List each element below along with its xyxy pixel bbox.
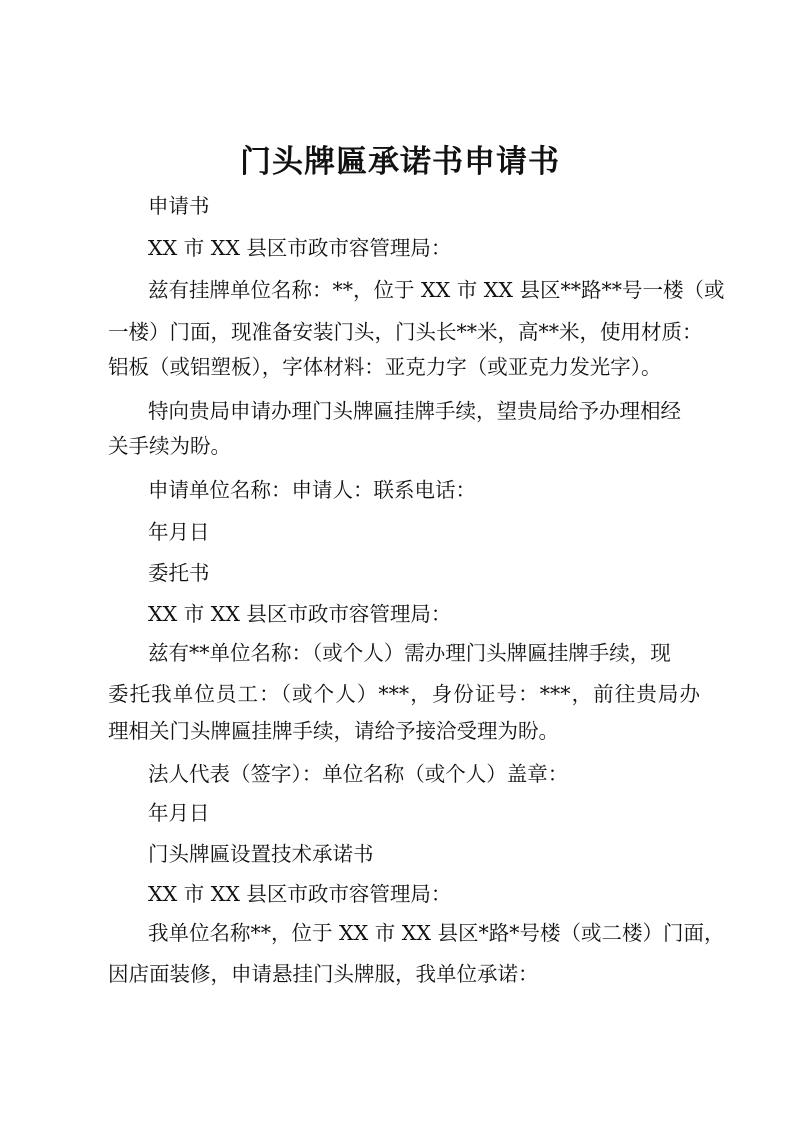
paragraph-line: 铝板（或铝塑板），字体材料：亚克力字（或亚克力发光字）。 [108, 355, 662, 379]
paragraph-line: 兹有**单位名称：（或个人）需办理门头牌匾挂牌手续，现 [148, 641, 671, 665]
paragraph-line: 我单位名称**，位于 XX 市 XX 县区*路*号楼（或二楼）门面， [148, 921, 725, 945]
paragraph-line: 理相关门头牌匾挂牌手续，请给予接洽受理为盼。 [108, 719, 559, 743]
signature-fields-line: 法人代表（签字）：单位名称（或个人）盖章： [148, 762, 569, 786]
addressee-line: XX 市 XX 县区市政市容管理局： [148, 882, 452, 906]
addressee-line: XX 市 XX 县区市政市容管理局： [148, 602, 452, 626]
paragraph-line: 兹有挂牌单位名称：**，位于 XX 市 XX 县区**路**号一楼（或 [148, 278, 725, 302]
section-heading-commitment: 门头牌匾设置技术承诺书 [148, 842, 374, 866]
paragraph-line: 关手续为盼。 [108, 434, 231, 458]
addressee-line: XX 市 XX 县区市政市容管理局： [148, 236, 452, 260]
section-heading-authorization: 委托书 [148, 561, 210, 585]
date-line: 年月日 [148, 520, 210, 544]
date-line: 年月日 [148, 801, 210, 825]
section-heading-application: 申请书 [148, 194, 210, 218]
paragraph-line: 因店面装修，申请悬挂门头牌服，我单位承诺： [108, 962, 539, 986]
signature-fields-line: 申请单位名称：申请人：联系电话： [148, 478, 476, 502]
document-title: 门头牌匾承诺书申请书 [240, 144, 560, 180]
paragraph-line: 委托我单位员工：（或个人）***，身份证号：***，前往贵局办 [108, 682, 700, 706]
paragraph-line: 一楼）门面，现准备安装门头，门头长**米，高**米，使用材质： [108, 320, 703, 344]
paragraph-line: 特向贵局申请办理门头牌匾挂牌手续，望贵局给予办理相经 [148, 399, 681, 423]
